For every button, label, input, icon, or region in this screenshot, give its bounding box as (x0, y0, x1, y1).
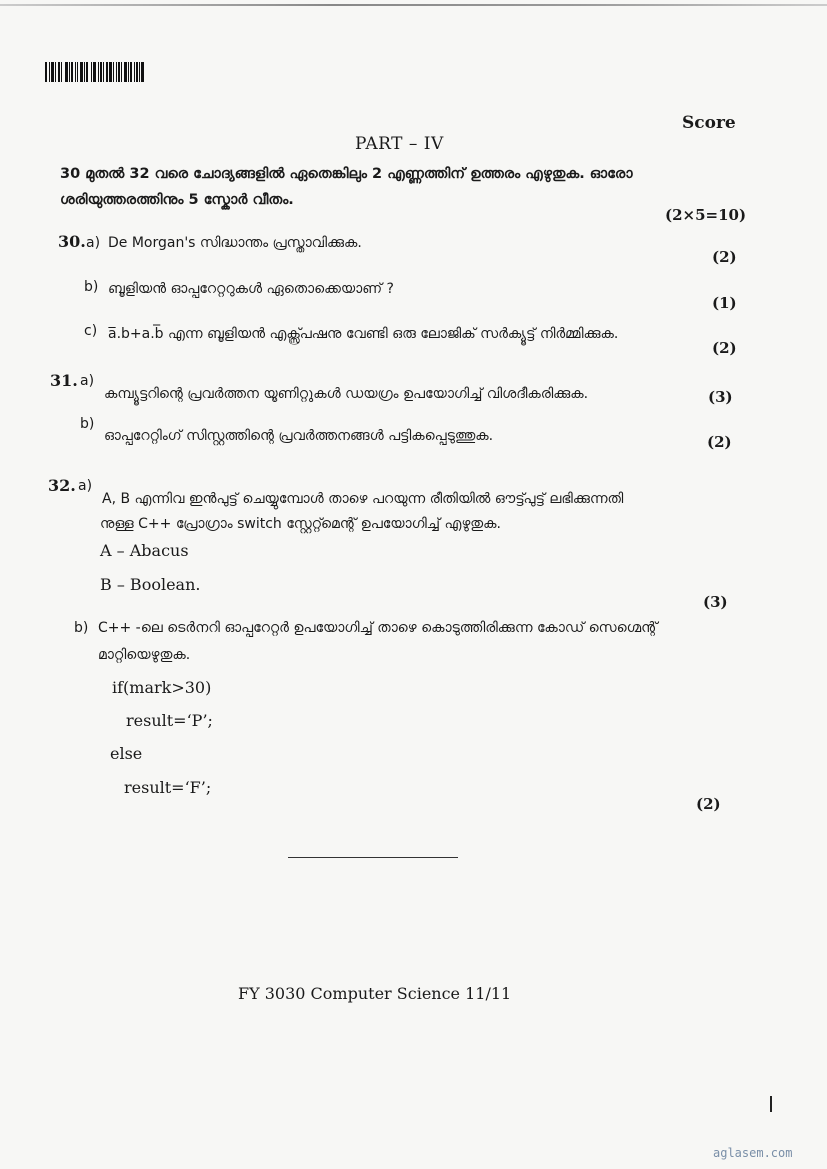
score-label: Score (682, 113, 736, 133)
q31-b-label: b) (80, 416, 95, 432)
code-line-4: result=‘F’; (124, 778, 212, 797)
q32-a-option-a: A – Abacus (100, 541, 189, 560)
page-footer: FY 3030 Computer Science 11/11 (238, 984, 512, 1003)
q31-a-marks: (3) (708, 388, 733, 406)
question-number-31: 31. (50, 371, 78, 390)
q30-c-text: a̅.b+a.b̅ എന്ന ബൂളിയൻ എക്സ്പ്രഷനു വേണ്ടി ഒരു ലോജിക് സർക്യൂട്ട് നിർമ്മിക്കുക. (108, 326, 619, 342)
q31-a-text: കമ്പ്യൂട്ടറിന്റെ പ്രവർത്തന യൂണിറ്റുകൾ ഡയഗ്രം ഉപയോഗിച്ച് വിശദീകരിക്കുക. (104, 386, 589, 402)
q30-a-label: a) (86, 235, 101, 251)
barcode-icon (45, 62, 179, 82)
top-edge-line (0, 4, 827, 6)
q30-c-marks: (2) (712, 339, 737, 357)
margin-mark (770, 1096, 772, 1112)
q30-b-marks: (1) (712, 294, 737, 312)
q32-b-text-line-2: മാറ്റിയെഴുതുക. (98, 647, 191, 663)
q31-b-marks: (2) (707, 433, 732, 451)
q32-a-label: a) (78, 478, 93, 494)
q30-a-text: De Morgan's സിദ്ധാന്തം പ്രസ്താവിക്കുക. (108, 235, 362, 251)
code-line-1: if(mark>30) (112, 678, 212, 697)
q32-b-text-line-1: C++ -ലെ ടെർനറി ഓപ്പറേറ്റർ ഉപയോഗിച്ച് താഴെ കൊടുത്തിരിക്കുന്ന കോഡ് സെഗ്മെന്റ് (98, 620, 658, 636)
q32-b-label: b) (74, 620, 89, 636)
question-number-30: 30. (58, 232, 86, 251)
q32-a-text-line-1: A, B എന്നിവ ഇൻപുട്ട് ചെയ്യുമ്പോൾ താഴെ പറയുന്ന രീതിയിൽ ഔട്ട്പുട്ട് ലഭിക്കുന്നതി (102, 491, 624, 507)
q32-a-option-b: B – Boolean. (100, 575, 201, 594)
q31-b-text: ഓപ്പറേറ്റിംഗ് സിസ്റ്റത്തിന്റെ പ്രവർത്തനങ്ങൾ പട്ടികപ്പെടുത്തുക. (104, 428, 494, 444)
q30-c-label: c) (84, 323, 98, 339)
q32-a-text-line-2: നുള്ള C++ പ്രോഗ്രാം switch സ്റ്റേറ്റ്മെന്റ് ഉപയോഗിച്ച് എഴുതുക. (100, 516, 501, 532)
q30-a-marks: (2) (712, 248, 737, 266)
instruction-line-2: ശരിയുത്തരത്തിനും 5 സ്കോർ വീതം. (60, 192, 294, 208)
question-number-32: 32. (48, 476, 76, 495)
instruction-line-1: 30 മുതൽ 32 വരെ ചോദ്യങ്ങളിൽ ഏതെങ്കിലും 2 എണ്ണത്തിന് ഉത്തരം എഴുതുക. ഓരോ (60, 166, 633, 182)
q31-a-label: a) (80, 373, 95, 389)
q32-b-marks: (2) (696, 795, 721, 813)
end-divider (288, 857, 458, 858)
q32-a-marks: (3) (703, 593, 728, 611)
part-title: PART – IV (355, 134, 444, 154)
code-line-3: else (110, 744, 143, 763)
code-line-2: result=‘P’; (126, 711, 213, 730)
q30-b-label: b) (84, 279, 99, 295)
q30-b-text: ബൂളിയൻ ഓപ്പറേറ്ററുകൾ ഏതൊക്കെയാണ് ? (108, 281, 394, 297)
watermark: aglasem.com (713, 1146, 793, 1160)
instruction-marks: (2×5=10) (665, 206, 747, 224)
